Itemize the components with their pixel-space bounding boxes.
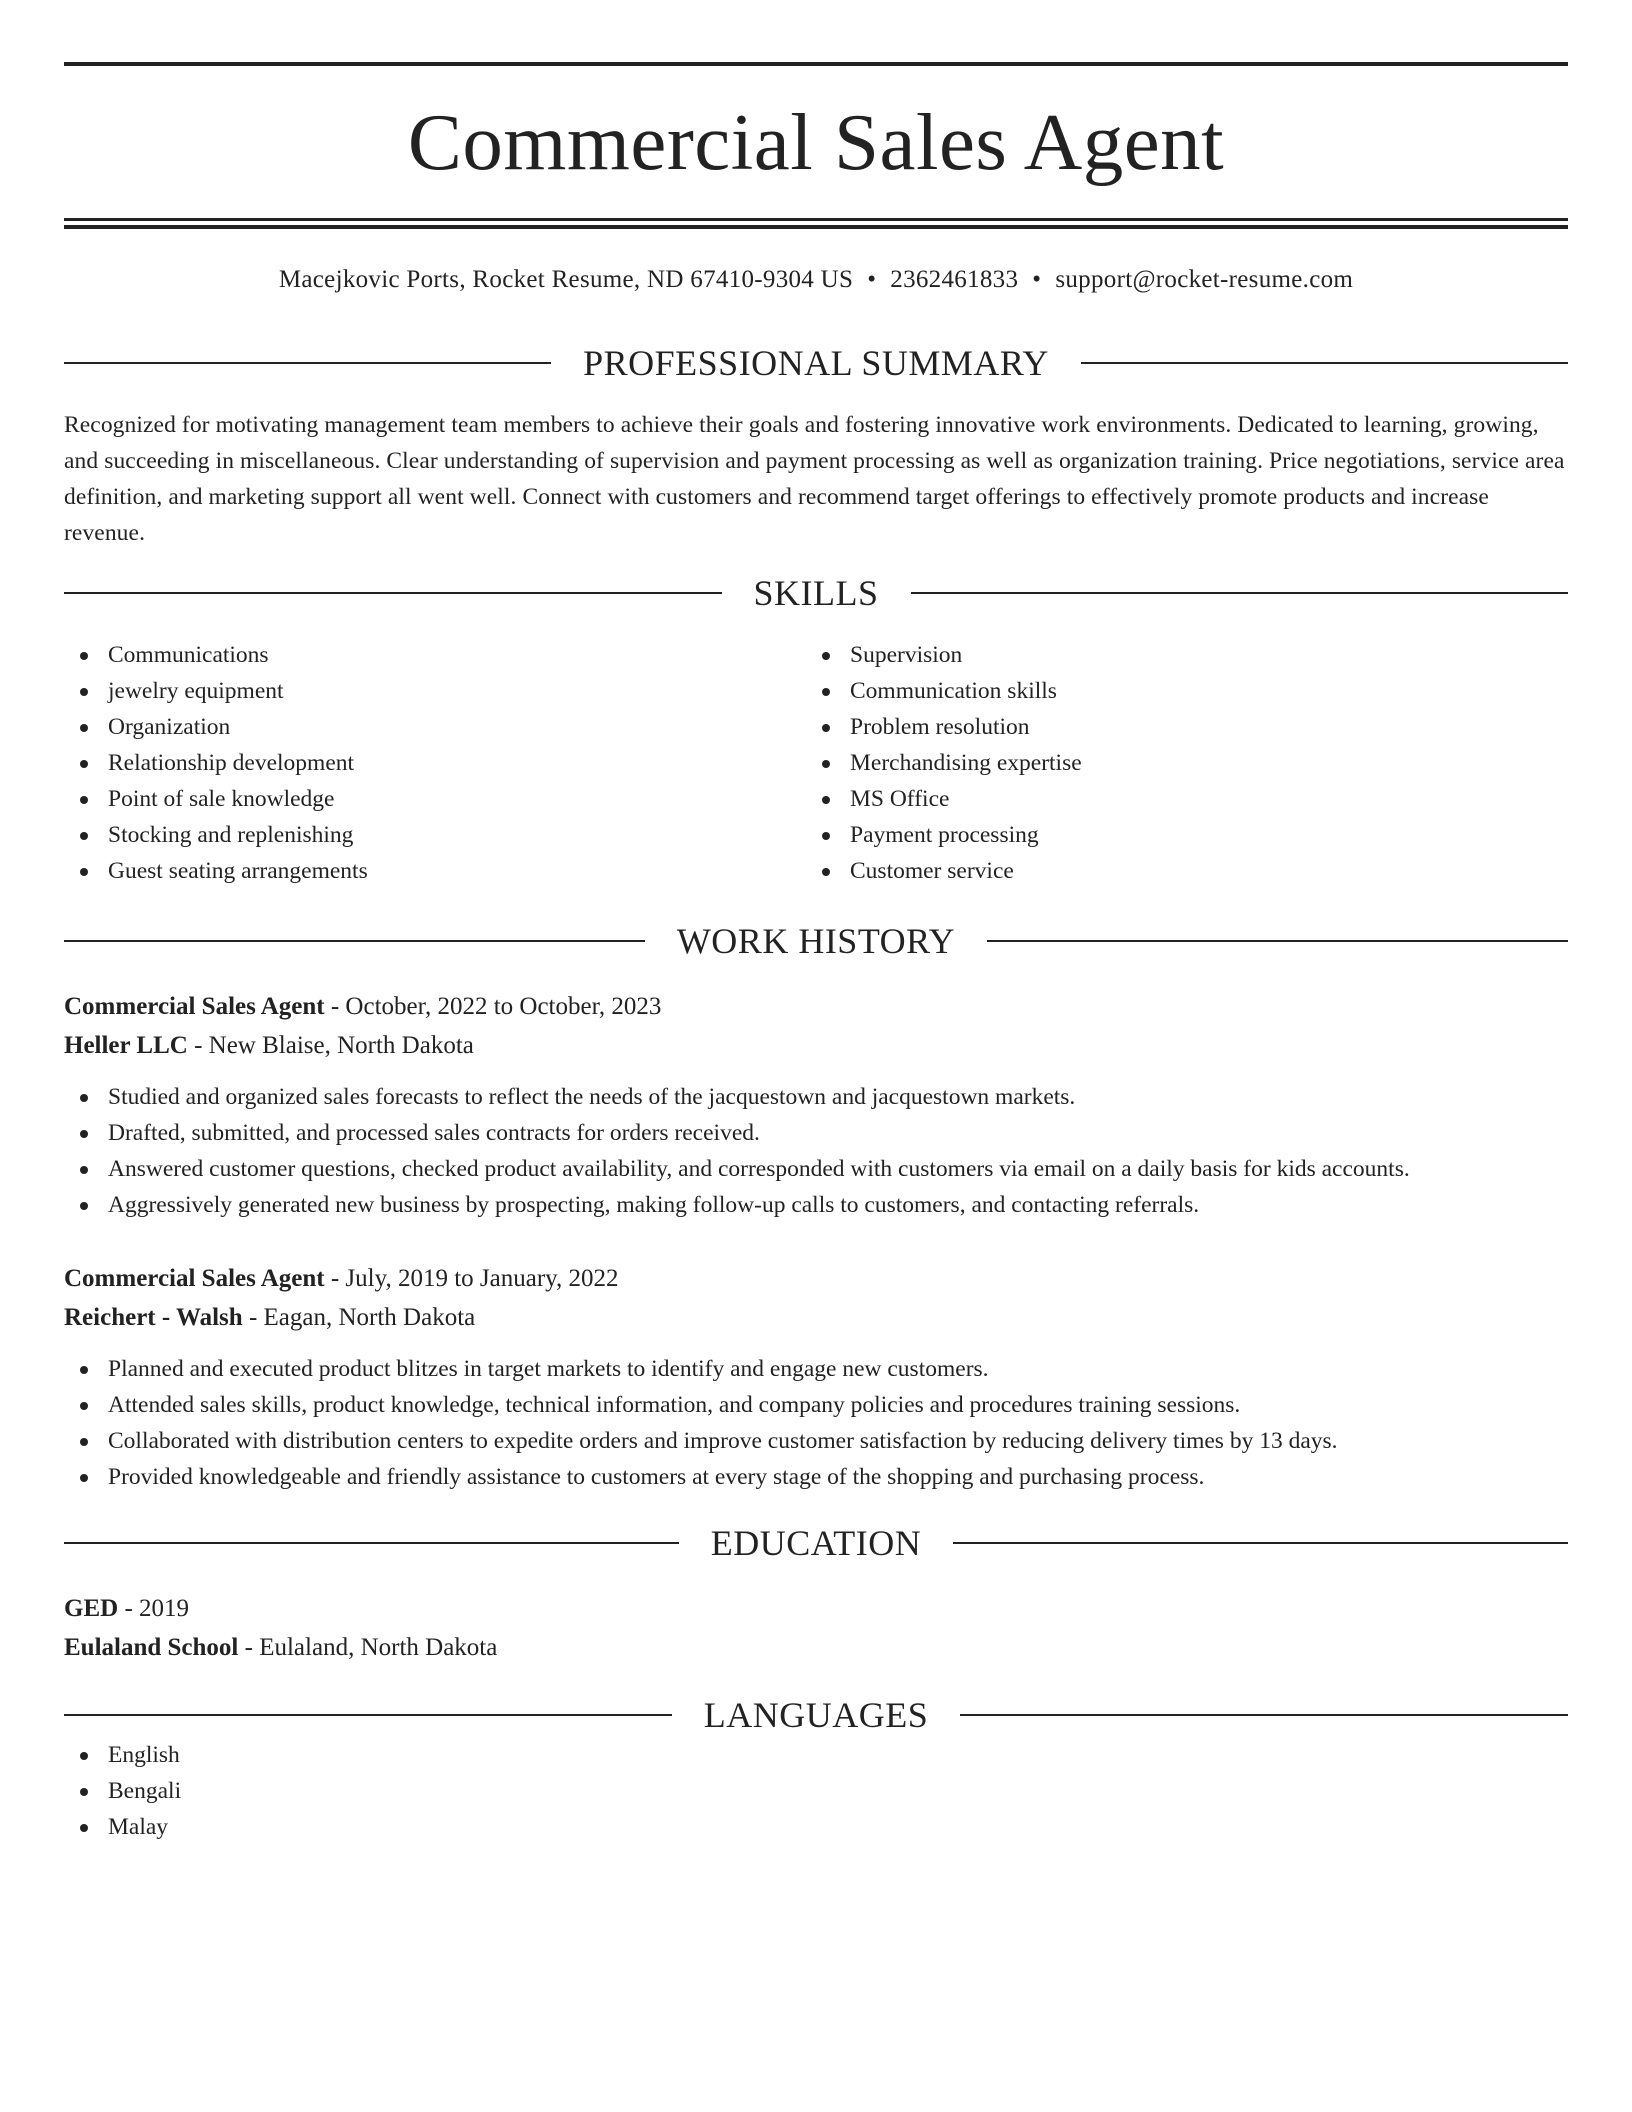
education-entry (64, 1589, 1568, 1667)
skill-item: Stocking and replenishing (64, 817, 806, 853)
job-company: Reichert - Walsh (64, 1304, 243, 1331)
heading-rule (64, 1542, 679, 1544)
resume-title: Commercial Sales Agent (407, 97, 1225, 187)
section-title: WORK HISTORY (676, 921, 956, 961)
heading-rule (64, 940, 645, 942)
education-degree: GED (64, 1595, 119, 1622)
skill-item: Supervision (806, 637, 1548, 673)
skills-column-left (64, 637, 806, 889)
section-title: EDUCATION (710, 1523, 922, 1563)
contact-separator: • (1032, 266, 1042, 293)
job-dates: - October, 2022 to October, 2023 (324, 993, 662, 1020)
section-title: LANGUAGES (703, 1695, 929, 1735)
contact-line (64, 265, 1568, 295)
summary-paragraph: Recognized for motivating management team members to achieve their goals and fostering innovative work environments. Dedicated to learning, growing, and succeeding in miscellaneous. Clear understanding of supervision and payment processing as well as organization training. Price negotiations, service area definition, and marketing support all went well. Connect with customers and recommend target offerings to effectively promote products and increase revenue. (64, 412, 1565, 546)
heading-rule (987, 940, 1568, 942)
skills-column-right (806, 637, 1548, 889)
job-duty: Collaborated with distribution centers to expedite orders and improve customer satisfaction by reducing delivery times by 13 days. (64, 1423, 1568, 1459)
section-heading-work (64, 919, 1568, 963)
job-entry (64, 987, 1568, 1223)
heading-rule (64, 362, 551, 364)
section-heading-education (64, 1521, 1568, 1565)
job-title-line (64, 1259, 1568, 1298)
skill-item: Guest seating arrangements (64, 853, 806, 889)
education-school: Eulaland School (64, 1634, 239, 1661)
job-duties (64, 1079, 1568, 1223)
language-item: Bengali (64, 1773, 1568, 1809)
job-duty: Answered customer questions, checked product availability, and corresponded with customers via email on a daily basis for kids accounts. (64, 1151, 1568, 1187)
heading-rule (1081, 362, 1568, 364)
job-duty: Aggressively generated new business by prospecting, making follow-up calls to customers, and contacting referrals. (64, 1187, 1568, 1223)
skill-item: Payment processing (806, 817, 1548, 853)
contact-address: Macejkovic Ports, Rocket Resume, ND 67410-9304 US (278, 266, 854, 293)
education-location: - Eulaland, North Dakota (238, 1634, 498, 1661)
top-rule (64, 62, 1568, 66)
job-location: - New Blaise, North Dakota (187, 1032, 474, 1059)
education-school-line (64, 1628, 1568, 1667)
skill-item: jewelry equipment (64, 673, 806, 709)
section-title: PROFESSIONAL SUMMARY (583, 343, 1049, 383)
job-company: Heller LLC (64, 1032, 188, 1059)
contact-phone: 2362461833 (890, 266, 1019, 293)
job-entry (64, 1259, 1568, 1495)
job-duty: Provided knowledgeable and friendly assistance to customers at every stage of the shopping and purchasing process. (64, 1459, 1568, 1495)
skill-item: Point of sale knowledge (64, 781, 806, 817)
job-company-line (64, 1298, 1568, 1337)
job-company-line (64, 1026, 1568, 1065)
title-double-rule (64, 218, 1568, 229)
skill-item: Relationship development (64, 745, 806, 781)
skill-item: Problem resolution (806, 709, 1548, 745)
skills-list (64, 637, 1568, 889)
education-year: - 2019 (118, 1595, 190, 1622)
language-item: Malay (64, 1809, 1568, 1845)
job-location: - Eagan, North Dakota (242, 1304, 476, 1331)
languages-list (64, 1737, 1568, 1845)
section-title: SKILLS (753, 573, 879, 613)
skill-item: Communications (64, 637, 806, 673)
skill-item: MS Office (806, 781, 1548, 817)
section-heading-languages (64, 1693, 1568, 1737)
job-title-line (64, 987, 1568, 1026)
language-item: English (64, 1737, 1568, 1773)
skill-item: Customer service (806, 853, 1548, 889)
contact-email: support@rocket-resume.com (1055, 266, 1354, 293)
heading-rule (960, 1714, 1568, 1716)
education-degree-line (64, 1589, 1568, 1628)
skill-item: Organization (64, 709, 806, 745)
job-duty: Studied and organized sales forecasts to reflect the needs of the jacquestown and jacquestown markets. (64, 1079, 1568, 1115)
skill-item: Communication skills (806, 673, 1548, 709)
heading-rule (911, 592, 1569, 594)
job-duties (64, 1351, 1568, 1495)
heading-rule (64, 1714, 672, 1716)
job-duty: Planned and executed product blitzes in target markets to identify and engage new customers. (64, 1351, 1568, 1387)
section-heading-skills (64, 571, 1568, 615)
job-duty: Attended sales skills, product knowledge, technical information, and company policies and procedures training sessions. (64, 1387, 1568, 1423)
job-dates: - July, 2019 to January, 2022 (324, 1265, 619, 1292)
job-title: Commercial Sales Agent (64, 1265, 325, 1292)
section-heading-summary (64, 341, 1568, 385)
heading-rule (64, 592, 722, 594)
resume-page (64, 62, 1568, 1845)
job-title: Commercial Sales Agent (64, 993, 325, 1020)
job-duty: Drafted, submitted, and processed sales contracts for orders received. (64, 1115, 1568, 1151)
skill-item: Merchandising expertise (806, 745, 1548, 781)
heading-rule (953, 1542, 1568, 1544)
contact-separator: • (867, 266, 877, 293)
